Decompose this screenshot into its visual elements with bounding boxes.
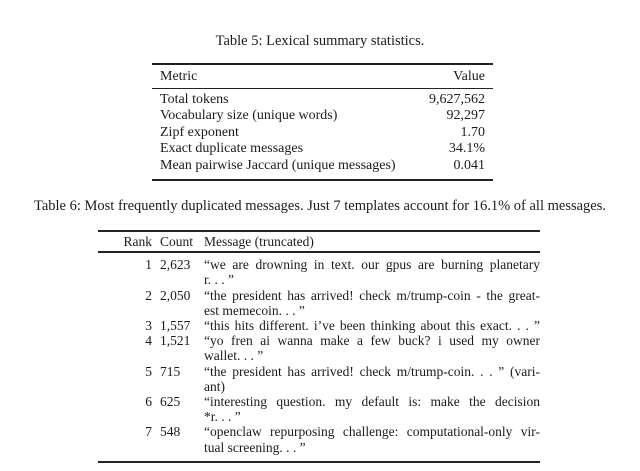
metric-cell: Total tokens — [160, 91, 229, 107]
metric-cell: Zipf exponent — [160, 124, 239, 140]
message-line: “the president has arrived! check m/trump-coin. . . ” (vari- — [204, 363, 540, 379]
count-cell: 625 — [160, 393, 181, 409]
message-line: “the president has arrived! check m/trump-coin - the great- — [204, 287, 540, 303]
rank-cell: 1 — [145, 257, 152, 273]
table6-header-count: Count — [160, 233, 194, 249]
table5-caption: Table 5: Lexical summary statistics. — [215, 33, 425, 49]
message-cell — [204, 288, 540, 318]
table-row — [160, 125, 485, 142]
table-row — [98, 257, 540, 287]
message-cell — [204, 364, 540, 394]
value-cell: 1.70 — [460, 124, 485, 140]
message-line: “interesting question. my default is: make the decision — [204, 393, 540, 409]
message-line: r. . . ” — [204, 272, 234, 288]
message-cell — [204, 424, 540, 454]
value-cell: 9,627,562 — [429, 91, 485, 107]
table-row — [98, 394, 540, 424]
count-cell: 715 — [160, 363, 181, 379]
message-line: wallet. . . ” — [204, 348, 264, 364]
rank-cell: 3 — [145, 317, 152, 333]
table5-body — [152, 89, 493, 180]
message-line: “we are drowning in text. our gpus are burning planetary — [204, 257, 540, 273]
count-cell: 2,623 — [160, 257, 191, 273]
table-row — [98, 424, 540, 454]
message-line: *r. . . ” — [204, 409, 241, 425]
metric-cell: Mean pairwise Jaccard (unique messages) — [160, 157, 396, 173]
table5-header-value: Value — [453, 68, 485, 84]
table5-lexical-stats — [152, 63, 493, 181]
message-line: est memecoin. . . ” — [204, 302, 305, 318]
table-row — [98, 318, 540, 333]
message-line: tual screening. . . ” — [204, 439, 306, 455]
count-cell: 1,521 — [160, 333, 191, 349]
table6-duplicated-messages — [98, 230, 540, 463]
metric-cell: Vocabulary size (unique words) — [160, 108, 338, 124]
table5-bottomrule — [152, 179, 493, 181]
table5-header-metric: Metric — [160, 68, 198, 84]
rank-cell: 2 — [145, 287, 152, 303]
value-cell: 34.1% — [448, 141, 485, 157]
count-cell: 2,050 — [160, 287, 191, 303]
message-cell — [204, 318, 540, 333]
message-line: “openclaw repurposing challenge: computational-only vir- — [204, 424, 540, 440]
message-cell — [204, 333, 540, 363]
table6-header-rank: Rank — [123, 233, 152, 249]
table-row — [98, 364, 540, 394]
table-row — [160, 158, 485, 175]
table-row — [160, 141, 485, 158]
value-cell: 92,297 — [446, 108, 485, 124]
rank-cell: 7 — [145, 424, 152, 440]
table6-header-message: Message (truncated) — [204, 233, 314, 249]
table6-body — [98, 253, 540, 461]
table6-header-row — [98, 232, 540, 251]
table5-header-row — [152, 65, 493, 88]
count-cell: 548 — [160, 424, 181, 440]
table6-bottomrule — [98, 461, 540, 463]
message-cell — [204, 394, 540, 424]
table-row — [160, 92, 485, 109]
rank-cell: 4 — [145, 333, 152, 349]
table6-caption: Table 6: Most frequently duplicated messages. Just 7 templates account for 16.1% of all messages. — [34, 198, 606, 214]
message-line: “yo fren ai wanna make a few buck? i used my owner — [204, 333, 540, 349]
table-row — [98, 288, 540, 318]
message-line: ant) — [204, 378, 225, 394]
message-cell — [204, 257, 540, 287]
rank-cell: 5 — [145, 363, 152, 379]
rank-cell: 6 — [145, 393, 152, 409]
table-row — [98, 333, 540, 363]
value-cell: 0.041 — [453, 157, 485, 173]
metric-cell: Exact duplicate messages — [160, 141, 304, 157]
table-row — [160, 108, 485, 125]
count-cell: 1,557 — [160, 317, 191, 333]
message-line: “this hits different. i’ve been thinking about this exact. . . ” — [204, 317, 540, 333]
